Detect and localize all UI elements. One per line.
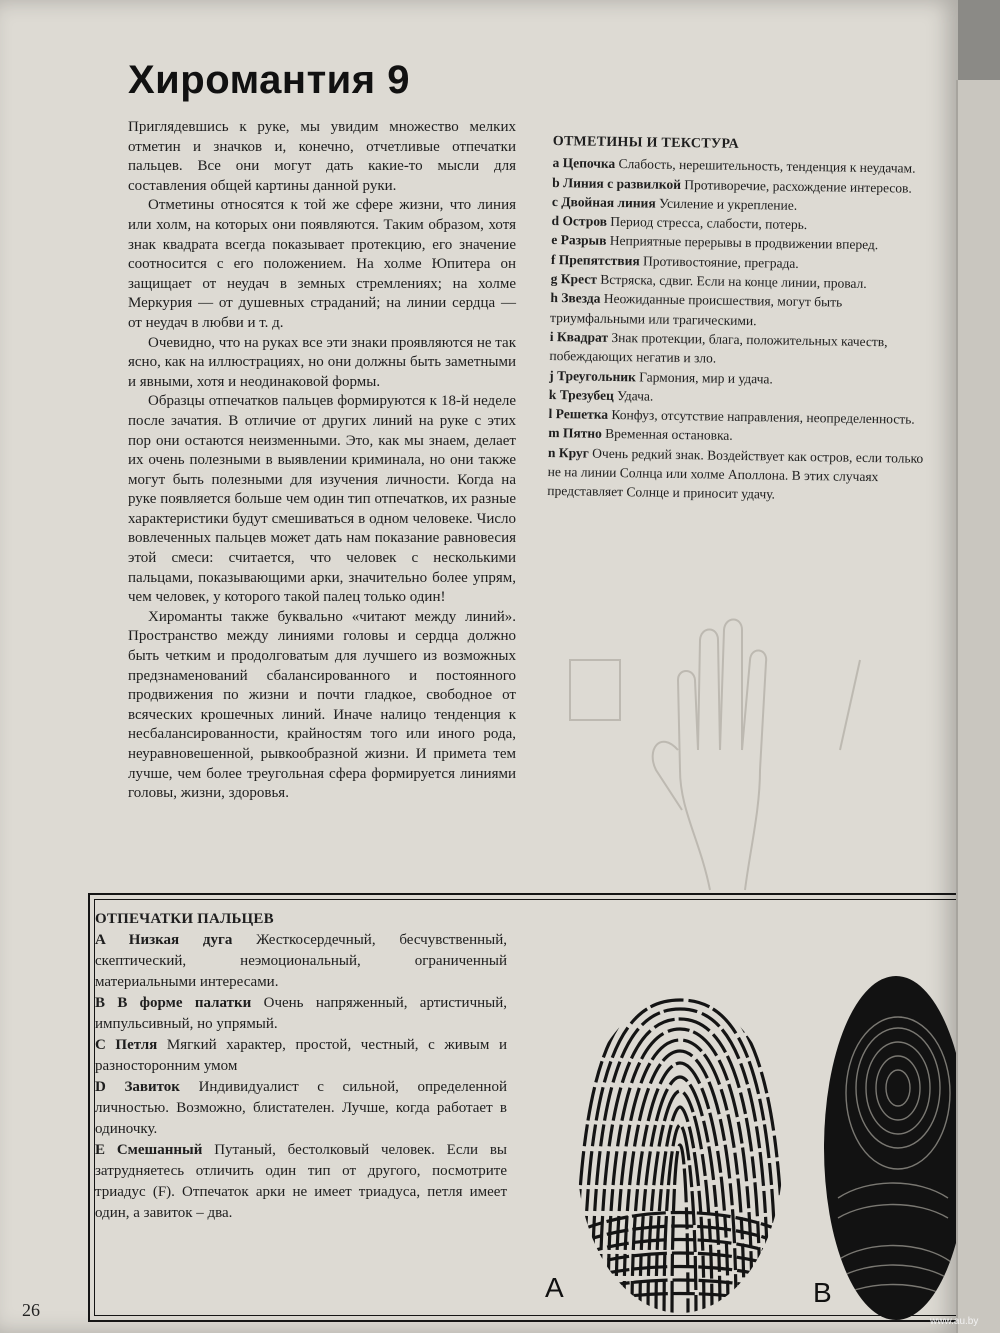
fingerprint-a-illustration [570,985,790,1315]
mark-term: d Остров [551,213,608,230]
fingerprint-b-illustration [818,968,968,1323]
fingerprint-term: B В форме палатки [95,995,252,1011]
marks-heading: ОТМЕТИНЫ И ТЕКСТУРА [552,133,740,152]
mark-term: b Линия с развилкой [552,174,682,192]
mark-description: Противостояние, преграда. [642,253,799,271]
fingerprint-item [95,930,507,993]
intro-text-column [128,118,516,804]
fingerprints-list [95,909,507,1224]
fingerprint-item [95,1077,507,1140]
mark-description: Знак протекции, блага, положительных качеств, побеждающих негатив и зло. [549,329,888,366]
page-title: Хиромантия 9 [128,58,410,102]
mark-description: Удача. [617,387,654,404]
mark-item [547,443,928,507]
mark-description: Усиление и укрепление. [658,195,798,213]
mark-description: Очень редкий знак. Воздействует как остров, если только не на линии Солнца или холме Аполлона. В этих случаях представляет Солнце и приносит удачу. [547,445,924,502]
mark-term: f Препятствия [550,251,640,269]
mark-description: Гармония, мир и удача. [639,368,773,387]
mark-item [550,288,931,333]
mark-term: l Решетка [548,406,609,423]
fingerprint-description: Путаный, бестолковый человек. Если вы затрудняетесь отличить один тип от другого, посмотрите триадус (F). Отпечаток арки не имеет триадуса, петля имеет один, а завиток – два. [95,1142,508,1221]
fingerprint-term: C Петля [95,1037,158,1053]
intro-paragraph: Образцы отпечатков пальцев формируются к 18-й неделе после зачатия. В отличие от других линий на руке с этих пор они остаются неизменными. Это, как мы знаем, делает их очень полезными в выявлении криминала, но они также могут быть полезными для изучения личности. Когда на руке появляется больше чем один тип отпечатков, их разные характеристики будут смешиваться в одном человеке. Число вовлеченных пальцев может дать нам показание равновесия этой смеси: считается, что человек с несколькими пальцами, показывающими арки, значительно более упрям, чем человек, у которого такой палец только один! [128,393,516,606]
page-number: 26 [22,1300,40,1320]
fingerprint-a-label: A [545,1272,564,1303]
adjacent-page-edge [956,80,1000,1333]
mark-description: Неожиданные происшествия, могут быть триумфальными или трагическими. [549,291,843,328]
mark-term: n Круг [547,444,589,461]
mark-item [549,327,930,372]
mark-term: i Квадрат [549,328,609,345]
fingerprint-description: Индивидуалист с сильной, определенной личностью. Возможно, блистателен. Лучше, когда работает в одиночку. [95,1079,507,1137]
fingerprint-term: E Смешанный [95,1142,203,1158]
mark-description: Период стресса, слабости, потерь. [610,214,808,233]
mark-description: Слабость, нерешительность, тенденция к неудачам. [618,156,916,176]
mark-term: j Треугольник [549,367,636,384]
marks-column [547,132,933,507]
fingerprints-heading: ОТПЕЧАТКИ ПАЛЬЦЕВ [95,911,274,927]
watermark: www.au.by [930,1316,979,1327]
mark-term: e Разрыв [551,232,607,249]
mark-description: Встряска, сдвиг. Если на конце линии, провал. [600,271,867,292]
fingerprint-item [95,993,507,1035]
mark-description: Конфуз, отсутствие направления, неопределенность. [611,407,915,427]
mark-term: k Трезубец [548,386,614,403]
fingerprint-b-label: B [813,1277,832,1308]
fingerprint-description: Жесткосердечный, бесчувственный, скептический, неэмоциональный, ограниченный материальными интересами. [95,932,507,990]
faint-hand-illustration [560,600,890,900]
mark-term: c Двойная линия [551,193,656,211]
fingerprint-description: Очень напряженный, артистичный, импульсивный, но упрямый. [95,995,507,1032]
fingerprint-item [95,1035,507,1077]
mark-term: h Звезда [550,290,601,307]
mark-term: g Крест [550,271,598,287]
mark-description: Временная остановка. [605,426,733,444]
fingerprint-term: A Низкая дуга [95,932,233,948]
fingerprint-item [95,1140,507,1224]
intro-paragraph: Хироманты также буквально «читают между линий». Пространство между линиями головы и сердца должно быть четким и продолговатым для лучшего из возможных предзнаменований сбалансированного и постоянного продвижения по жизни и почти гладкое, свободное от всяческих крошечных линий. Иначе налицо тенденция к несбалансированности, крайностям того или иного рода, неуравновешенной, рывкообразной жизни. И примета тем лучше, чем более треугольная сфера формируется линиями головы, жизни, здоровья. [128,608,516,802]
fingerprint-description: Мягкий характер, простой, честный, с живым и разносторонним умом [95,1037,508,1074]
intro-paragraph: Приглядевшись к руке, мы увидим множество мелких отметин и значков и, конечно, отчетливые отпечатки пальцев. Все они могут дать какие-то мысли для составления общей картины данной руки. [128,119,516,194]
mark-description: Противоречие, расхождение интересов. [684,176,912,196]
mark-term: m Пятно [548,425,602,442]
fingerprint-term: D Завиток [95,1079,180,1095]
mark-term: a Цепочка [552,155,616,172]
intro-paragraph: Очевидно, что на руках все эти знаки проявляются не так ясно, как на иллюстрациях, но они должны быть заметными и явными, хотя и неодинаковой формы. [128,334,516,390]
mark-description: Неприятные перерывы в продвижении вперед. [609,233,879,253]
intro-paragraph: Отметины относятся к той же сфере жизни, что линия или холм, на которых они появляются. Таким образом, хотя знак квадрата всегда показывает протекцию, его значение соотносится с его положением. На холме Юпитера он защищает от неудач в земных стремлениях; на холме Меркурия — от душевных страданий; на линии сердца — от неудач в любви и т. д. [128,197,516,331]
